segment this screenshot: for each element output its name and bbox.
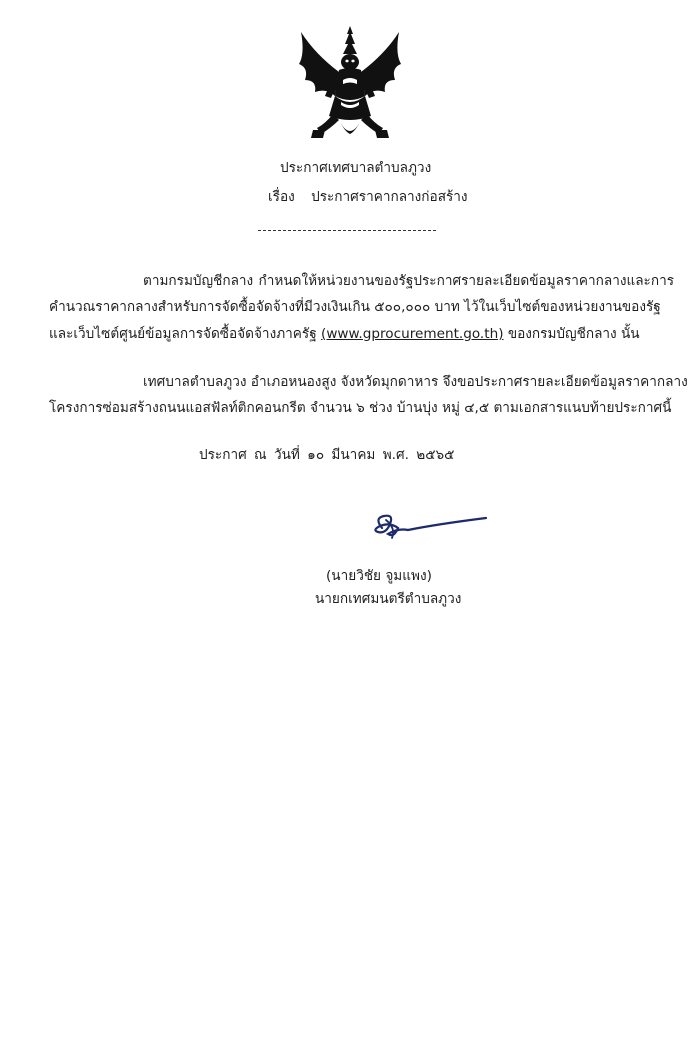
date-line: ประกาศ ณ วันที่ ๑๐ มีนาคม พ.ศ. ๒๕๖๕ — [199, 447, 455, 463]
paragraph1-line1: ตามกรมบัญชีกลาง กำหนดให้หน่วยงานของรัฐประกาศรายละเอียดข้อมูลราคากลางและการ — [143, 273, 675, 289]
paragraph1-line3-after: ของกรมบัญชีกลาง นั้น — [503, 326, 640, 342]
subject-label: เรื่อง — [268, 189, 295, 205]
paragraph2-line1: เทศบาลตำบลภูวง อำเภอหนองสูง จังหวัดมุกดาหาร จึงขอประกาศรายละเอียดข้อมูลราคากลาง — [143, 374, 688, 390]
divider-rule — [258, 230, 436, 231]
subject-line — [268, 188, 468, 206]
paragraph1-line3-before: และเว็บไซต์ศูนย์ข้อมูลการจัดซื้อจัดจ้างภาครัฐ — [49, 326, 322, 342]
handwritten-signature — [368, 508, 488, 546]
garuda-emblem-icon — [295, 24, 405, 142]
signer-position: นายกเทศมนตรีตำบลภูวง — [315, 591, 462, 607]
gprocurement-link[interactable]: (www.gprocurement.go.th) — [321, 326, 504, 342]
subject-text: ประกาศราคากลางก่อสร้าง — [311, 189, 468, 205]
paragraph1-line3 — [49, 325, 640, 343]
paragraph2-line2: โครงการซ่อมสร้างถนนแอสฟัลท์ติกคอนกรีต จำนวน ๖ ช่วง บ้านบุ่ง หมู่ ๔,๕ ตามเอกสารแนบท้ายประกาศนี้ — [49, 400, 672, 416]
signer-name: (นายวิชัย จูมแพง) — [326, 568, 432, 584]
issuer-line: ประกาศเทศบาลตำบลภูวง — [280, 160, 432, 176]
paragraph1-line2: คำนวณราคากลางสำหรับการจัดซื้อจัดจ้างที่มีวงเงินเกิน ๕๐๐,๐๐๐ บาท ไว้ในเว็บไซต์ของหน่วยงานของรัฐ — [49, 299, 661, 315]
